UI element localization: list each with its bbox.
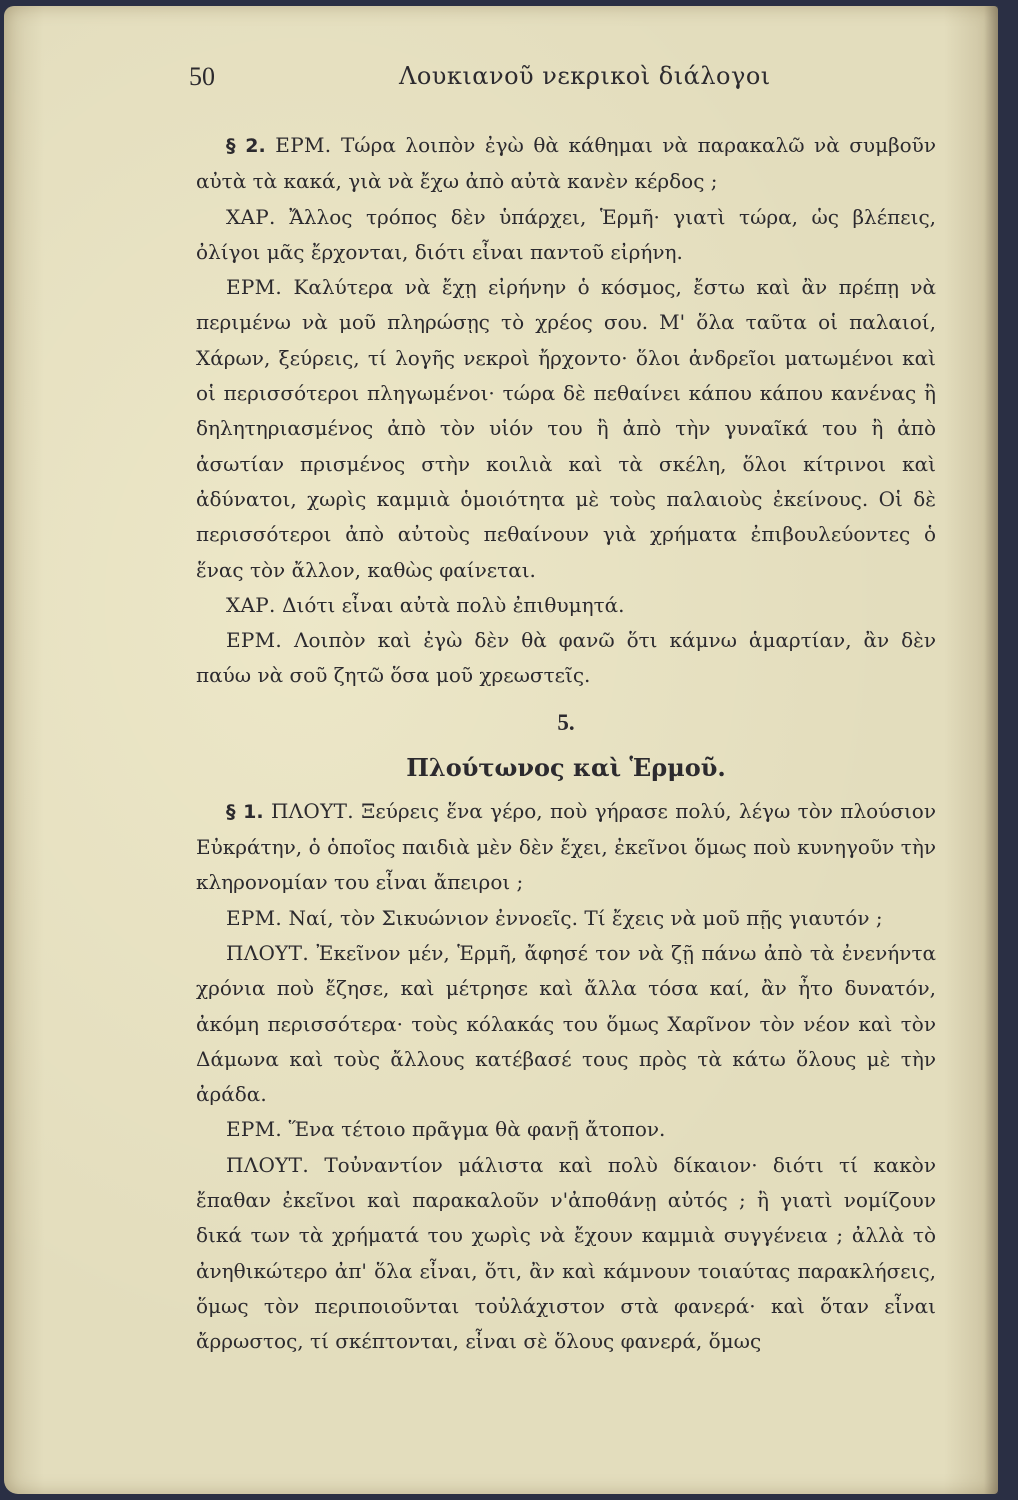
dialogue-paragraph	[196, 200, 936, 271]
speech-text: Καλύτερα νὰ ἔχῃ εἰρήνην ὁ κόσμος, ἔστω καὶ ἂν πρέπῃ νὰ περιμένω νὰ μοῦ πληρώσῃς τὸ χρέος σου. Μ' ὅλα ταῦτα οἱ παλαιοί, Χάρων, ξεύρεις, τί λογῆς νεκροὶ ἤρχοντο· ὅλοι ἀνδρεῖοι ματωμένοι καὶ οἱ περισσότεροι πληγωμένοι· τώρα δὲ πεθαίνει κάπου κάπου κανένας ἢ δηλητηριασμένος ἀπὸ τὸν υἱόν του ἢ ἀπὸ τὴν γυναῖκά του ἢ ἀπὸ ἀσωτίαν πρισμένος στὴν κοιλιὰ καὶ τὰ σκέλη, ὅλοι κίτρινοι καὶ ἀδύνατοι, χωρὶς καμμιὰ ὁμοιότητα μὲ τοὺς παλαιοὺς ἐκείνους. Οἱ δὲ περισσότεροι ἀπὸ αὐτοὺς πεθαίνουν γιὰ χρήματα ἐπιβουλεύοντες ὁ ἕνας τὸν ἄλλον, καθὼς φαίνεται.	[196, 275, 936, 582]
speaker-label: ΕΡΜ.	[226, 275, 283, 300]
page-body	[196, 128, 936, 1360]
speech-text: Λοιπὸν καὶ ἐγὼ δὲν θὰ φανῶ ὅτι κάμνω ἁμαρτίαν, ἂν δὲν παύω νὰ σοῦ ζητῶ ὅσα μοῦ χρεωστεῖς.	[196, 628, 937, 688]
page-header	[179, 62, 939, 102]
dialogue-number: 5.	[557, 709, 575, 735]
page-edge-shadow	[984, 6, 998, 1494]
speech-text: Ξεύρεις ἕνα γέρο, ποὺ γήρασε πολύ, λέγω τὸν πλούσιον Εὐκράτην, ὁ ὁποῖος παιδιὰ μὲν δὲν ἔχει, ἐκεῖνοι ὅμως ποὺ κυνηγοῦν τὴν κληρονομίαν του εἶναι ἄπειροι ;	[196, 798, 937, 895]
running-title: Λουκιανοῦ νεκρικοὶ διάλογοι	[399, 62, 771, 90]
dialogue-paragraph	[196, 901, 936, 936]
speaker-label: ΕΡΜ.	[275, 133, 332, 157]
speech-text: Ἕνα τέτοιο πρᾶγμα θὰ φανῇ ἄτοπον.	[288, 1117, 666, 1142]
dialogue-paragraph	[196, 623, 936, 694]
speech-text: Ἄλλος τρόπος δὲν ὑπάρχει, Ἑρμῆ· γιατὶ τώρα, ὡς βλέπεις, ὀλίγοι μᾶς ἔρχονται, διότι εἶναι παντοῦ εἰρήνη.	[196, 204, 936, 264]
speaker-label: ΠΛΟΥΤ.	[226, 940, 309, 965]
speaker-label: ΧΑΡ.	[226, 204, 276, 229]
book-page	[4, 6, 998, 1494]
speaker-label: ΧΑΡ.	[226, 592, 276, 617]
section-marker: § 2.	[226, 135, 266, 157]
speech-text: Τώρα λοιπὸν ἐγὼ θὰ κάθημαι νὰ παρακαλῶ νὰ συμβοῦν αὐτὰ τὰ κακά, γιὰ νὰ ἔχω ἀπὸ αὐτὰ κανὲν κέρδος ;	[196, 133, 936, 194]
section-marker: § 1.	[226, 800, 264, 823]
speaker-label: ΕΡΜ.	[226, 628, 283, 653]
speech-text: Τοὐναντίον μάλιστα καὶ πολὺ δίκαιον· διότι τί κακὸν ἔπαθαν ἐκεῖνοι καὶ παρακαλοῦν ν'ἀποθάνῃ αὐτός ; ἢ γιατὶ νομίζουν δικά των τὰ χρήματά του χωρὶς νὰ ἔχουν καμμιὰ συγγένεια ; ἀλλὰ τὸ ἀνηθικώτερο ἀπ' ὅλα εἶναι, ὅτι, ἂν καὶ κάμνουν τοιαύτας παρακλήσεις, ὅμως τὸν περιποιοῦνται τοὐλάχιστον στὰ φανερά· καὶ ὅταν εἶναι ἄρρωστος, τί σκέπτονται, εἶναι σὲ ὅλους φανερά, ὅμως	[196, 1152, 936, 1354]
dialogue-paragraph	[196, 1148, 936, 1360]
speech-text: Ἐκεῖνον μέν, Ἑρμῆ, ἄφησέ τον νὰ ζῇ πάνω ἀπὸ τὰ ἐνενήντα χρόνια ποὺ ἔζησε, καὶ μέτρησε καὶ ἄλλα τόσα καί, ἂν ἦτο δυνατόν, ἀκόμη περισσότερα· τοὺς κόλακάς του ὅμως Χαρῖνον τὸν νέον καὶ τὸν Δάμωνα καὶ τοὺς ἄλλους κατέβασέ τους πρὸς τὰ κάτω ὅλους μὲ τὴν ἀράδα.	[196, 940, 937, 1107]
dialogue-paragraph	[196, 128, 936, 200]
speaker-label: ΠΛΟΥΤ.	[226, 1152, 309, 1177]
speaker-label: ΕΡΜ.	[226, 1117, 283, 1142]
dialogue-4-ending	[196, 128, 936, 694]
speech-text: Διότι εἶναι αὐτὰ πολὺ ἐπιθυμητά.	[282, 592, 625, 617]
dialogue-paragraph	[196, 1112, 936, 1147]
dialogue-paragraph	[196, 588, 936, 623]
page-number: 50	[189, 62, 215, 91]
dialogue-title: Πλούτωνος καὶ Ἑρμοῦ.	[406, 752, 726, 782]
speaker-label: ΕΡΜ.	[226, 905, 283, 930]
speech-text: Ναί, τὸν Σικυώνιον ἐννοεῖς. Τί ἔχεις νὰ μοῦ πῇς γιαυτόν ;	[288, 905, 883, 930]
speaker-label: ΠΛΟΥΤ.	[270, 798, 354, 823]
dialogue-paragraph	[196, 794, 936, 901]
dialogue-5-beginning	[196, 794, 936, 1360]
dialogue-paragraph	[196, 270, 936, 588]
dialogue-paragraph	[196, 936, 936, 1112]
